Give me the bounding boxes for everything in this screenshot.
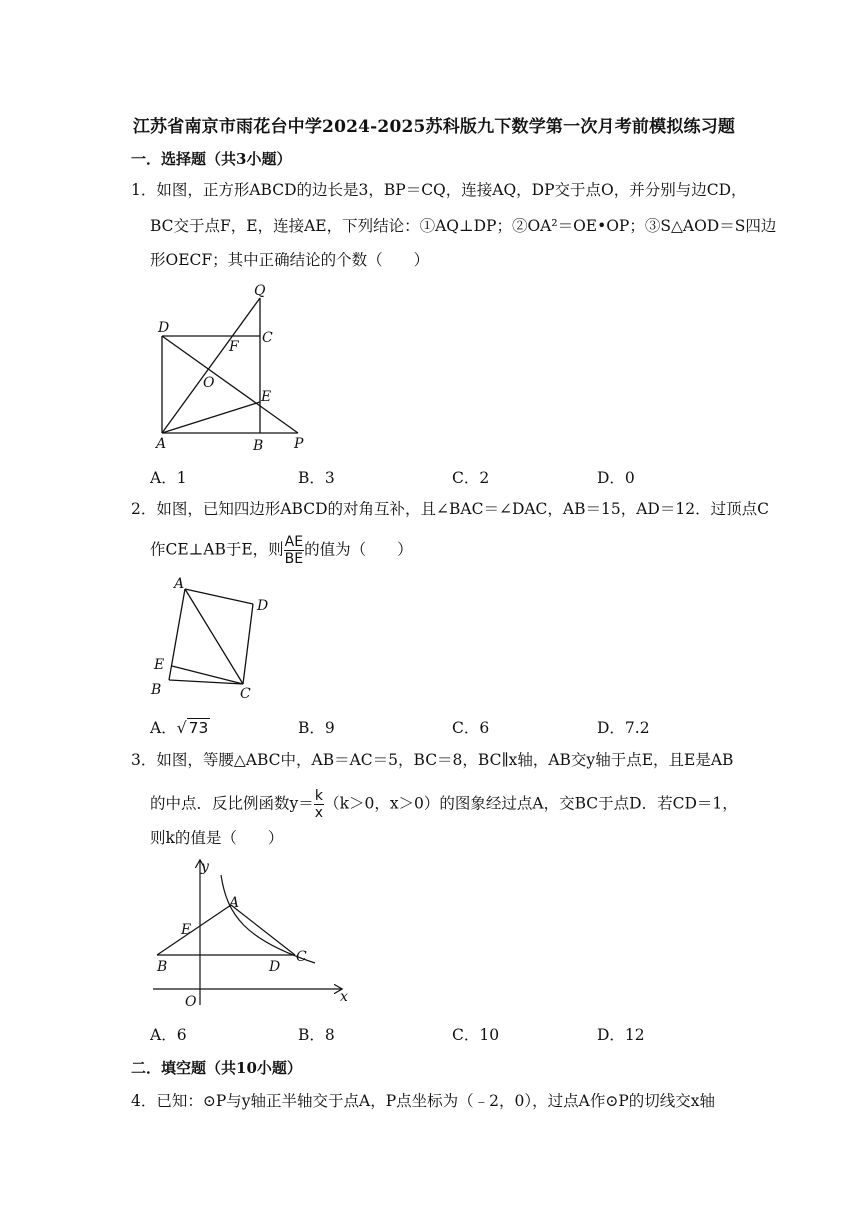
q1-option-a: A．1	[150, 469, 187, 487]
q3-label-x: x	[340, 989, 348, 1005]
q3-label-d: D	[269, 959, 281, 975]
q2-option-a	[150, 716, 210, 738]
q3-option-d: D．12	[597, 1026, 645, 1044]
q3-coordinate-figure	[145, 855, 355, 1015]
page-title: 江苏省南京市雨花台中学2024-2025苏科版九下数学第一次月考前模拟练习题	[132, 117, 736, 137]
section-heading-choice: 一．选择题（共3小题）	[131, 150, 292, 168]
q3-option-c: C．10	[452, 1026, 500, 1044]
q3-label-o: O	[185, 994, 197, 1010]
q3-fraction-denominator: x	[314, 805, 324, 821]
q3-fraction-numerator: k	[314, 788, 323, 804]
q1-label-c: C	[262, 330, 273, 346]
q1-line-1: 1．如图，正方形ABCD的边长是3，BP＝CQ，连接AQ，DP交于点O，并分别与边CD，	[131, 181, 747, 199]
q2-line-2-tail: 的值为（ ）	[304, 540, 413, 559]
q3-label-c: C	[296, 949, 307, 965]
q1-square-figure	[150, 280, 320, 455]
q3-line-1: 3．如图，等腰△ABC中，AB＝AC＝5，BC＝8，BC∥x轴，AB交y轴于点E，且E是AB	[131, 751, 734, 769]
q2-line-1: 2．如图，已知四边形ABCD的对角互补，且∠BAC＝∠DAC，AB＝15，AD＝12．过顶点C	[131, 500, 769, 518]
q1-label-e: E	[261, 389, 272, 405]
q3-line-3: 则k的值是（ ）	[150, 829, 284, 847]
q2-fraction-numerator: AE	[284, 534, 304, 550]
q1-option-b: B．3	[298, 469, 335, 487]
q2-fraction	[284, 534, 304, 567]
q2-line-2	[150, 534, 413, 567]
q3-label-e: E	[181, 922, 192, 938]
q2-quadrilateral-figure	[145, 574, 285, 704]
q3-label-y: y	[201, 859, 209, 875]
q2-option-b: B．9	[298, 719, 335, 737]
q1-line-3: 形OECF；其中正确结论的个数（ ）	[150, 251, 430, 269]
q3-line-2	[150, 788, 738, 821]
q1-label-b: B	[253, 438, 264, 454]
q3-label-a: A	[229, 895, 240, 911]
q3-line-2-text: 的中点．反比例函数y＝	[150, 794, 314, 813]
q2-line-2-text: 作CE⊥AB于E，则	[150, 540, 284, 559]
q4-line-1: 4．已知：⊙P与y轴正半轴交于点A，P点坐标为（﹣2，0），过点A作⊙P的切线交x轴	[131, 1092, 715, 1110]
q2-label-a: A	[174, 576, 185, 592]
q1-line-2: BC交于点F，E，连接AE，下列结论：①AQ⊥DP；②OA²＝OE•OP；③S△AOD＝S四边	[150, 217, 777, 235]
q1-label-f: F	[229, 339, 239, 355]
q1-label-p: P	[294, 436, 304, 452]
q3-option-b: B．8	[298, 1026, 335, 1044]
q2-sqrt: √ 73	[176, 719, 209, 737]
q2-label-e: E	[154, 657, 165, 673]
q1-option-c: C．2	[452, 469, 490, 487]
q3-line-2-tail: （k＞0，x＞0）的图象经过点A，交BC于点D．若CD＝1，	[324, 794, 738, 813]
q3-fraction	[314, 788, 324, 821]
q3-label-b: B	[157, 959, 168, 975]
section-heading-fill: 二．填空题（共10小题）	[131, 1059, 302, 1077]
q3-option-a: A．6	[150, 1026, 187, 1044]
q2-fraction-denominator: BE	[284, 551, 304, 567]
q2-sqrt-radicand: 73	[188, 719, 209, 737]
q2-option-d: D．7.2	[597, 719, 650, 737]
q1-label-q: Q	[254, 283, 266, 299]
q2-option-a-prefix: A．	[150, 719, 177, 737]
q2-label-b: B	[151, 682, 162, 698]
q1-label-o: O	[203, 375, 215, 391]
q1-label-a: A	[156, 436, 167, 452]
q1-label-d: D	[158, 320, 170, 336]
q1-option-d: D．0	[597, 469, 635, 487]
q2-option-c: C．6	[452, 719, 490, 737]
q2-label-c: C	[240, 686, 251, 702]
q2-label-d: D	[257, 598, 269, 614]
